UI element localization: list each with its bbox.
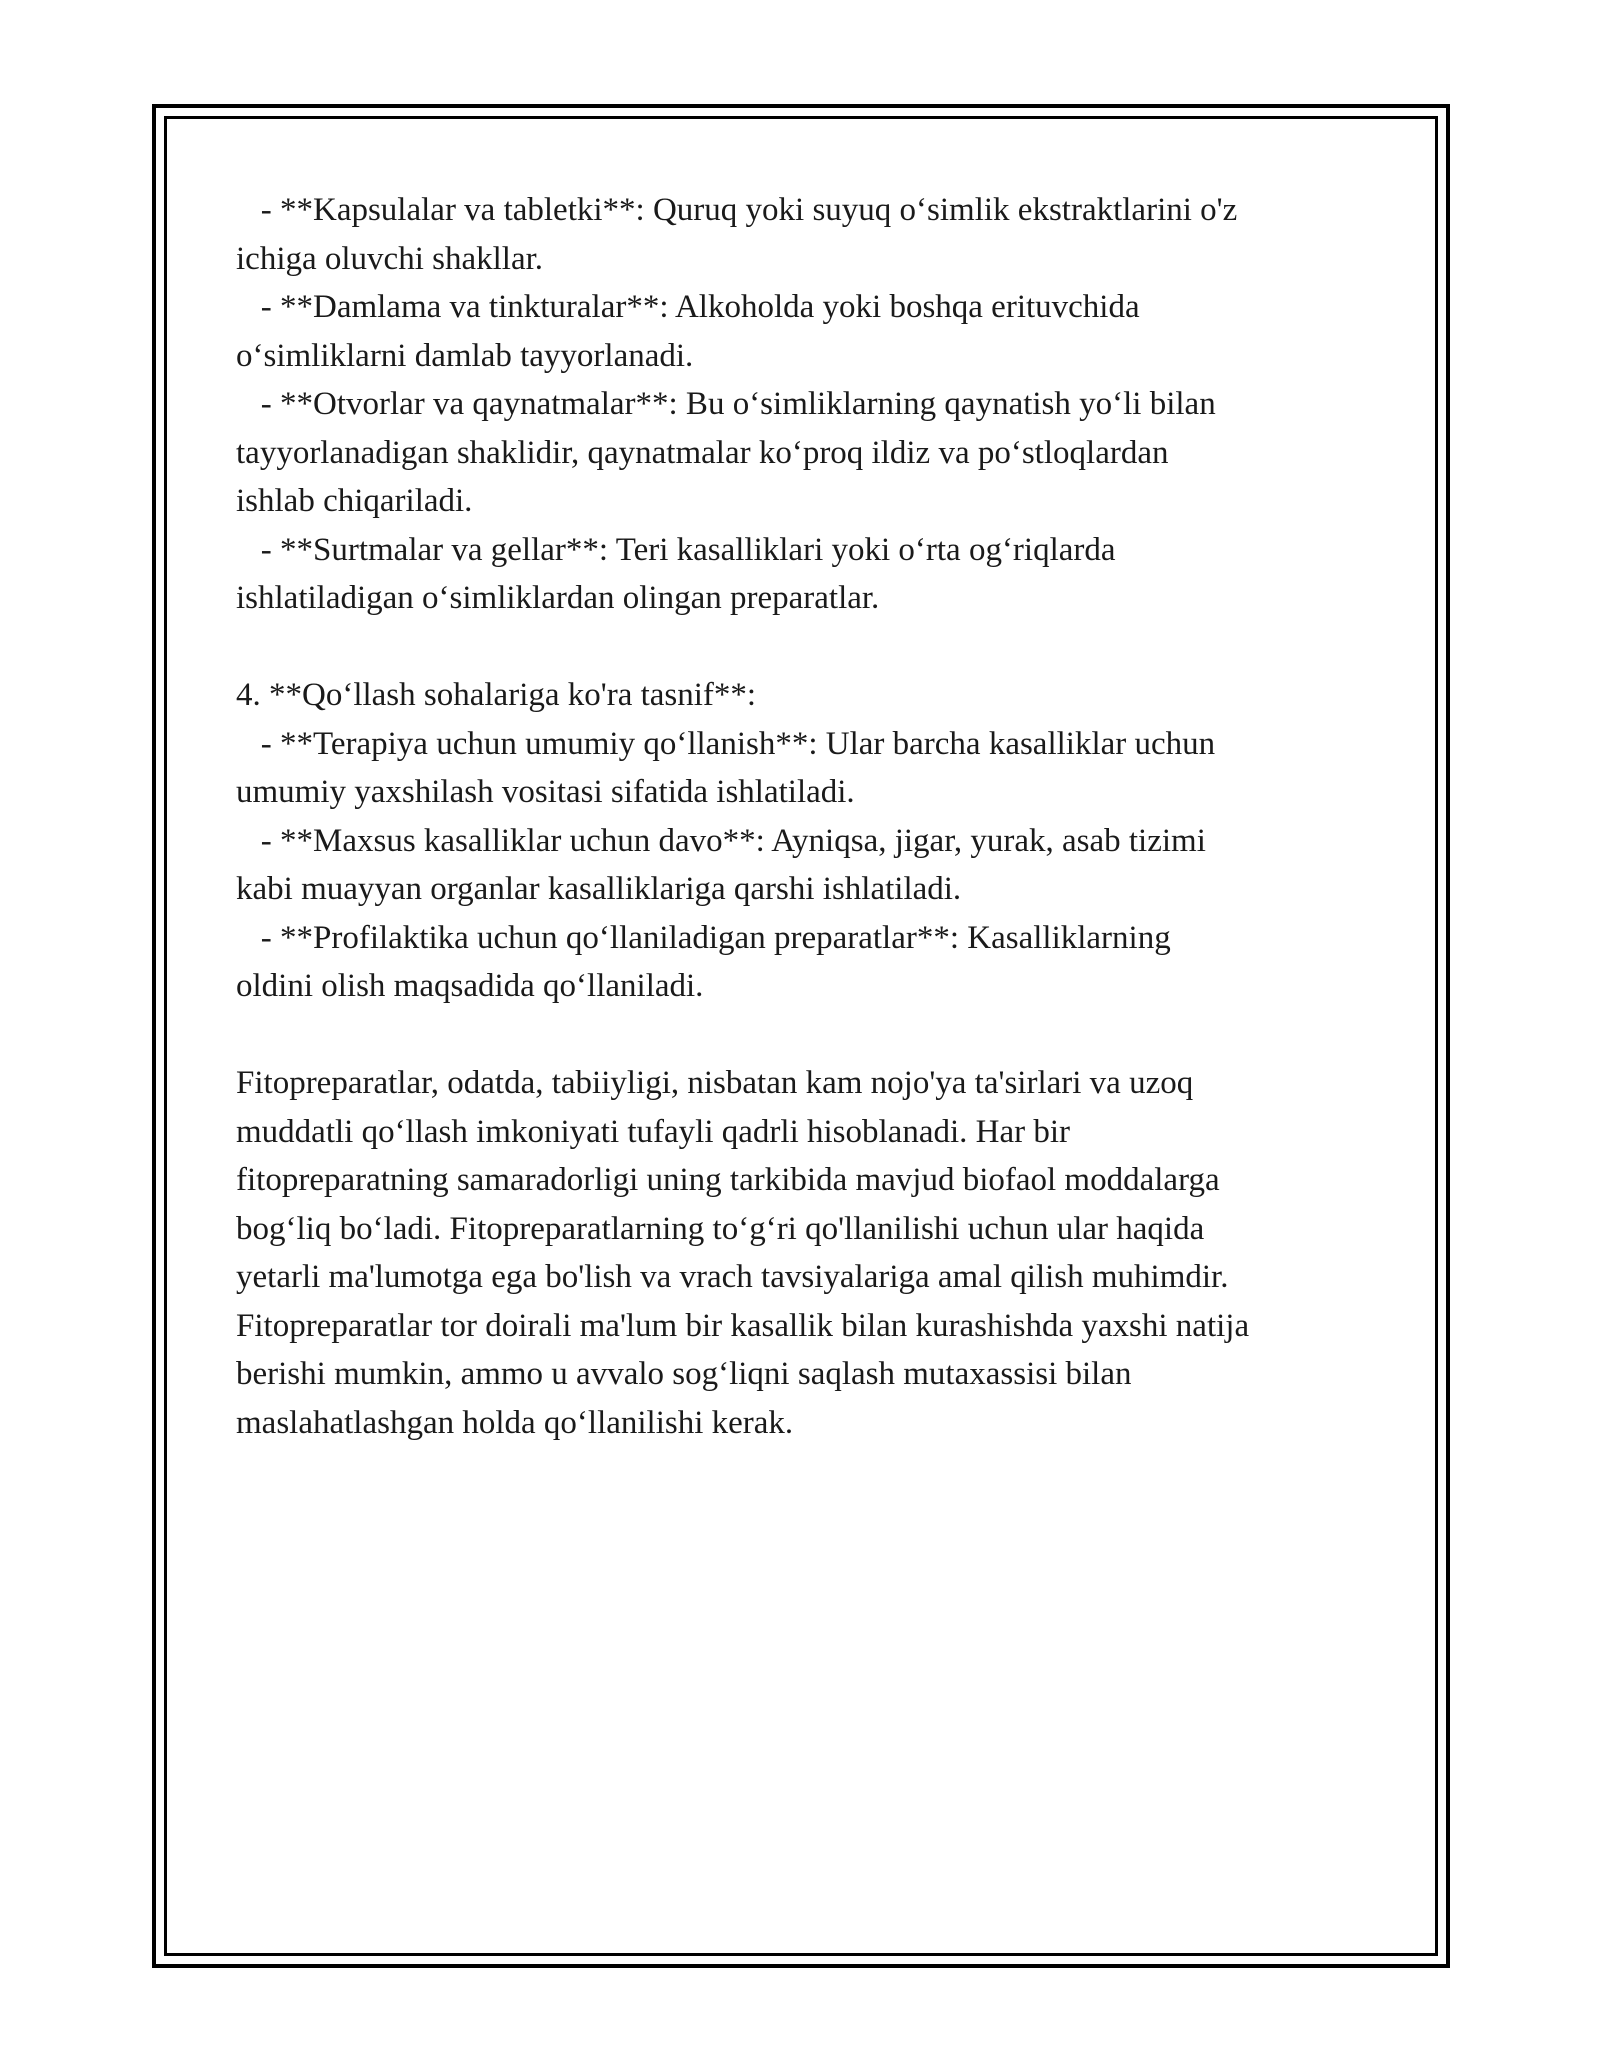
section-heading: 4. **Qo‘llash sohalariga ko'ra tasnif**:	[236, 677, 757, 713]
list-item-decoctions: - **Otvorlar va qaynatmalar**: Bu o‘simliklarning qaynatish yo‘li bilan tayyorlanadigan shaklidir, qaynatmalar ko‘proq ildiz va po‘stloqlardan ishlab chiqariladi.	[236, 386, 1216, 519]
list-item-infusions: - **Damlama va tinkturalar**: Alkoholda yoki boshqa erituvchida o‘simliklarni damlab tayyorlanadi.	[236, 289, 1140, 374]
list-item-ointments: - **Surtmalar va gellar**: Teri kasalliklari yoki o‘rta og‘riqlarda ishlatiladigan o‘simliklardan olingan preparatlar.	[236, 531, 1116, 616]
list-item-prophylaxis: - **Profilaktika uchun qo‘llaniladigan preparatlar**: Kasalliklarning oldini olish maqsadida qo‘llaniladi.	[236, 919, 1171, 1004]
list-item-specific-diseases: - **Maxsus kasalliklar uchun davo**: Ayniqsa, jigar, yurak, asab tizimi kabi muayyan organlar kasalliklariga qarshi ishlatiladi.	[236, 822, 1206, 907]
list-item-capsules: - **Kapsulalar va tabletki**: Quruq yoki suyuq o‘simlik ekstraktlarini o'z ichiga oluvchi shakllar.	[236, 192, 1238, 277]
document-body	[236, 186, 1376, 1447]
summary-paragraph: Fitopreparatlar, odatda, tabiiyligi, nisbatan kam nojo'ya ta'sirlari va uzoq muddatli qo‘llash imkoniyati tufayli qadrli hisoblanadi. Har bir fitopreparatning samaradorligi uning tarkibida mavjud biofaol moddalarga bog‘liq bo‘ladi. Fitopreparatlarning to‘g‘ri qo'llanilishi uchun ular haqida yetarli ma'lumotga ega bo'lish va vrach tavsiyalariga amal qilish muhimdir. Fitopreparatlar tor doirali ma'lum bir kasallik bilan kurashishda yaxshi natija berishi mumkin, ammo u avvalo sog‘liqni saqlash mutaxassisi bilan maslahatlashgan holda qo‘llanilishi kerak.	[236, 1065, 1250, 1441]
paragraph-gap	[236, 1011, 1376, 1060]
list-item-general-therapy: - **Terapiya uchun umumiy qo‘llanish**: Ular barcha kasalliklar uchun umumiy yaxshilash vositasi sifatida ishlatiladi.	[236, 725, 1216, 810]
paragraph-gap	[236, 623, 1376, 672]
